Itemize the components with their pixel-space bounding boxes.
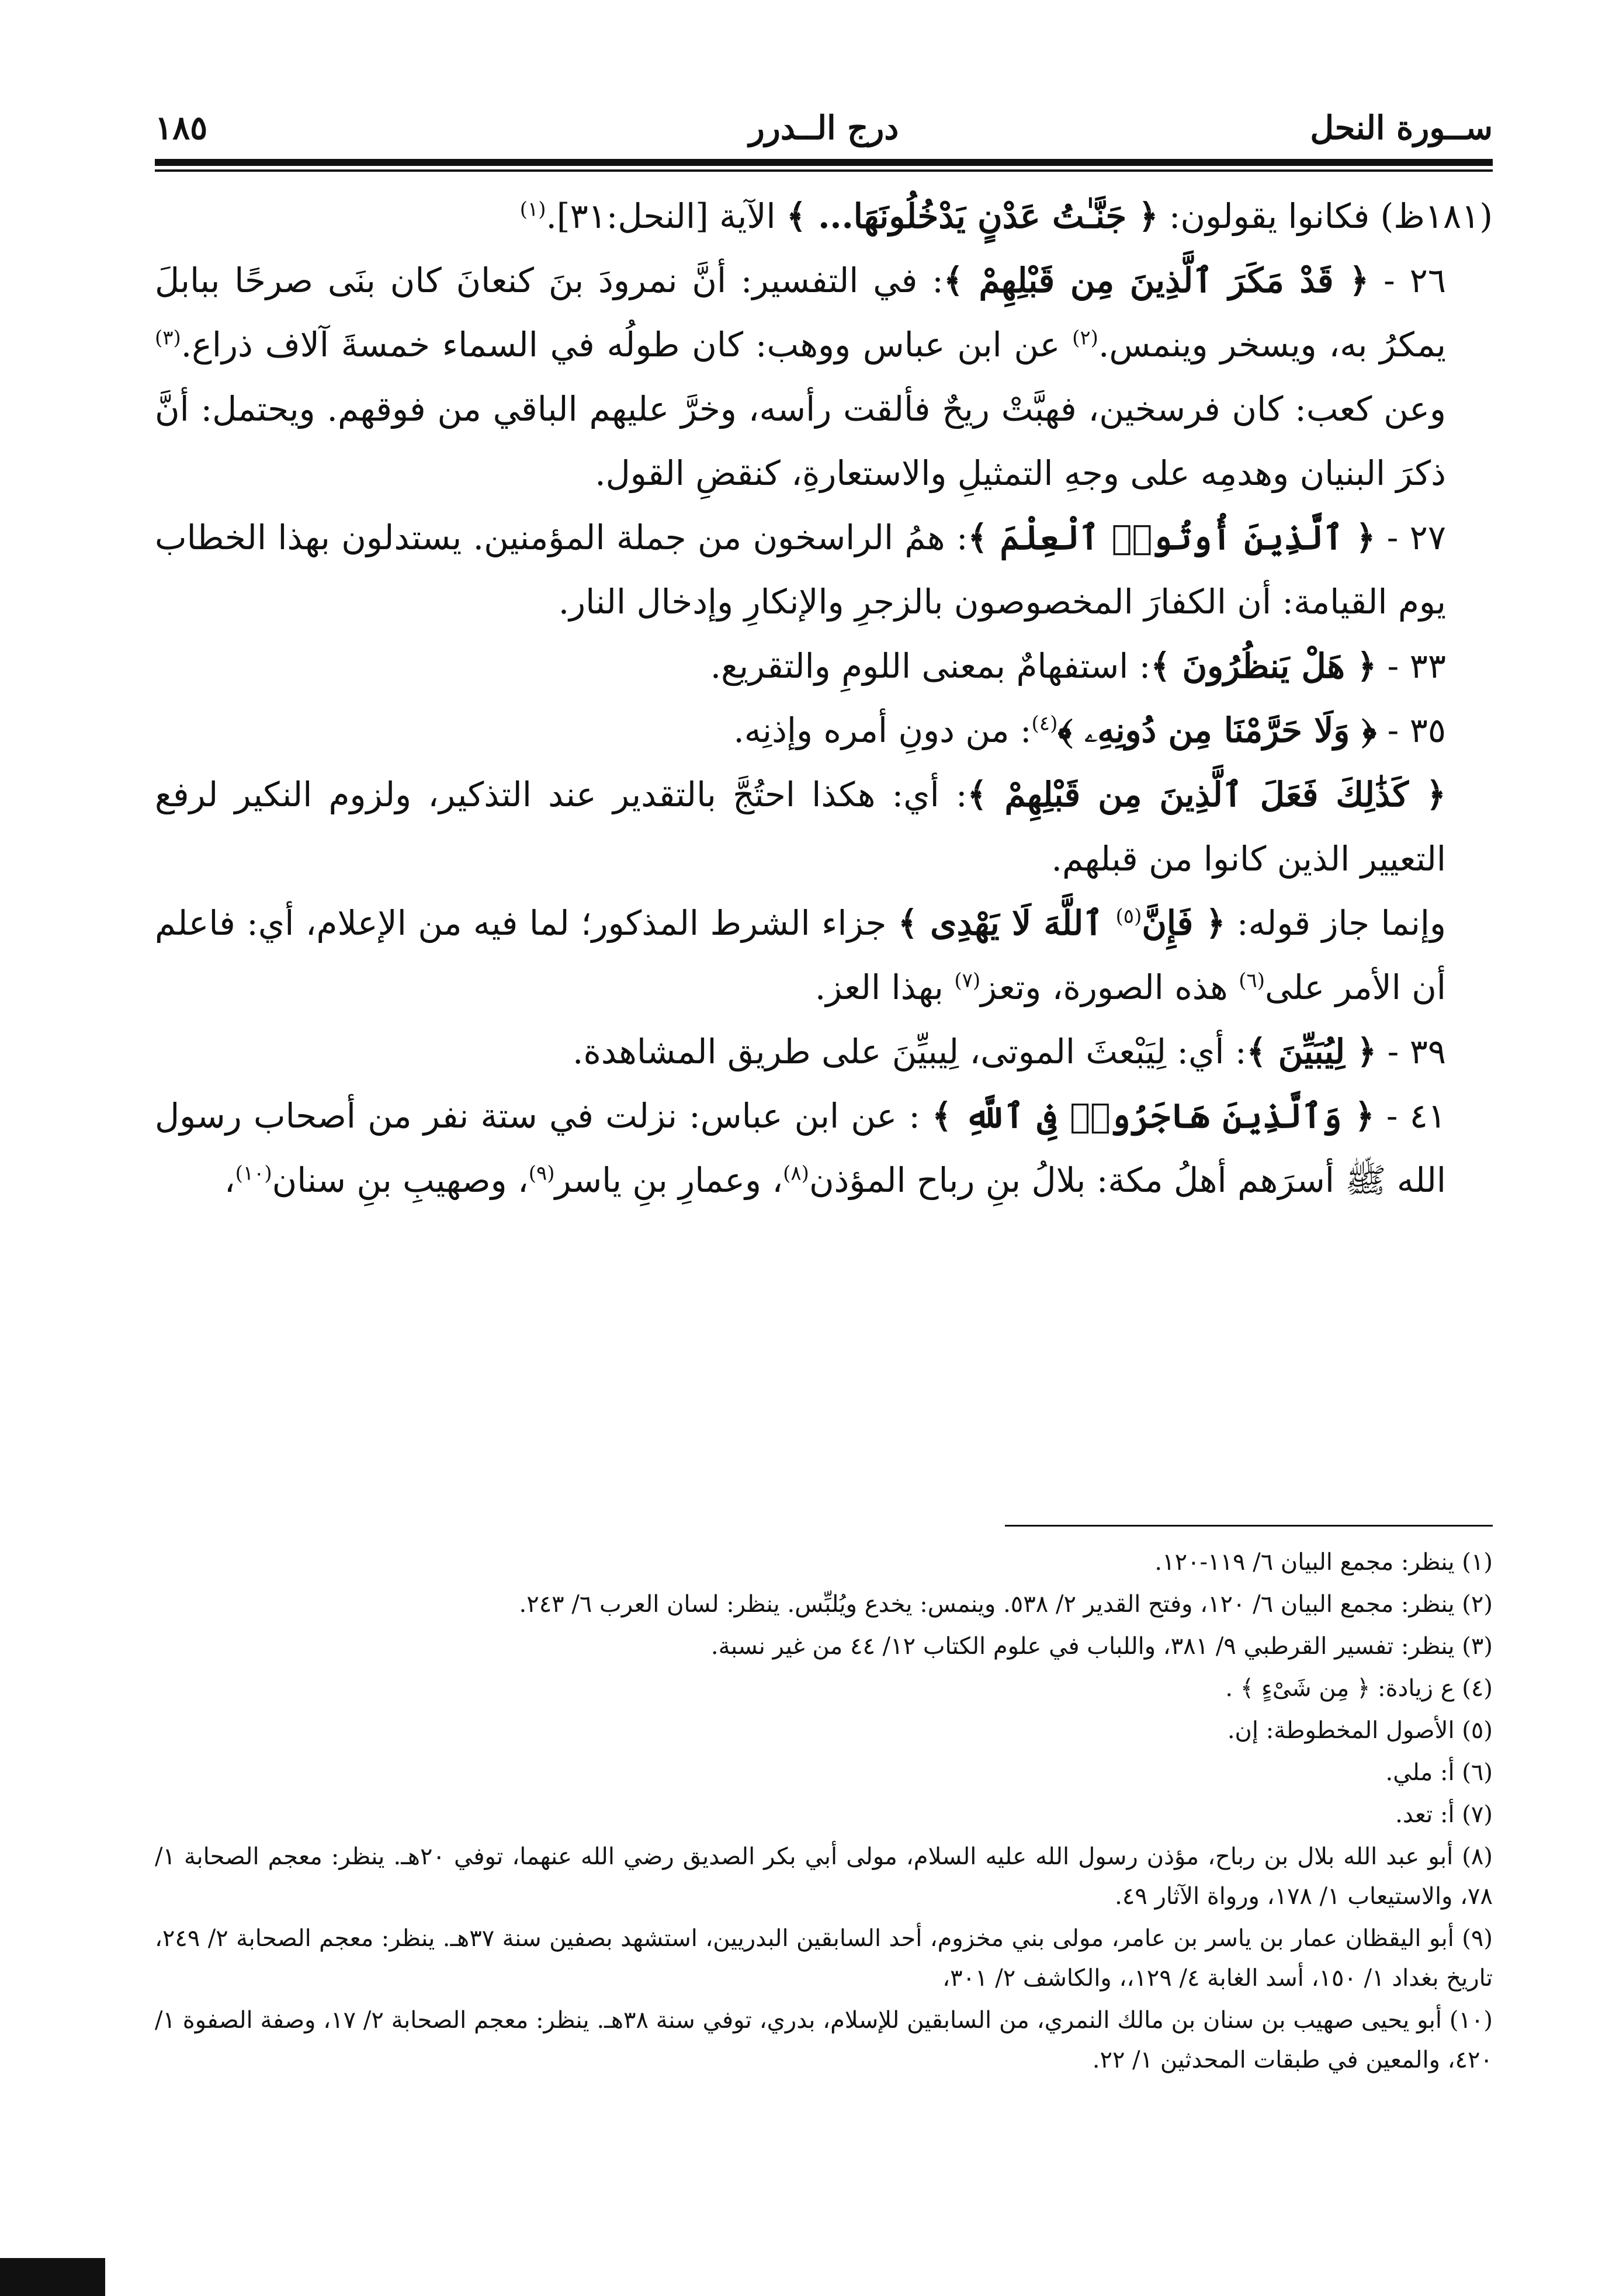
quran-quote: ﴿ لِيُبَيِّنَ ﴾ bbox=[1246, 1032, 1377, 1071]
footnote: (٦) أ: ملي. bbox=[1385, 1759, 1493, 1786]
text-run: : من دونِ أمره وإذنِه. bbox=[733, 710, 1032, 750]
footnote-marker: (٤) bbox=[1031, 712, 1058, 736]
text-run: وعن كعب: كان فرسخين، فهبَّتْ ريحٌ فألقت رأسه، وخرَّ عليهم الباقي من فوقهم. ويحتمل: أنَّ ذكرَ البنيان وهدمِه على وجهِ التمثيلِ والاستعارةِ، كنقضِ القول. bbox=[155, 389, 1446, 493]
text-run: (١٨١ظ) فكانوا يقولون: bbox=[1158, 196, 1493, 236]
page-header bbox=[155, 98, 1493, 162]
quran-quote: ﴿ فَإِنَّ bbox=[1142, 903, 1226, 943]
text-run: ٣٣ - bbox=[1376, 646, 1446, 686]
book-title: درج الــدرر bbox=[748, 109, 899, 147]
quran-quote: ﴿ كَذَٰلِكَ فَعَلَ ٱلَّذِينَ مِن قَبْلِهِمْ ﴾ bbox=[967, 775, 1446, 814]
footnote-marker: (١) bbox=[519, 197, 546, 221]
footnote-marker: (١٠) bbox=[235, 1161, 272, 1185]
footnote-marker: (٣) bbox=[155, 326, 181, 350]
header-rule-thick bbox=[155, 159, 1493, 166]
text-run: وإنما جاز قوله: bbox=[1225, 903, 1446, 943]
footnote-marker: (٧) bbox=[954, 969, 981, 993]
text-run: هذه الصورة، وتعز bbox=[980, 967, 1239, 1007]
text-run: ، وصهيبِ بنِ سنان bbox=[272, 1160, 529, 1200]
sura-title: ســورة النحل bbox=[1310, 109, 1493, 147]
text-run: بهذا العز. bbox=[814, 967, 955, 1007]
footnote: (٧) أ: تعد. bbox=[1395, 1801, 1493, 1828]
text-run: ٣٩ - bbox=[1376, 1032, 1446, 1071]
footnote-separator bbox=[1005, 1525, 1493, 1527]
paragraph bbox=[155, 698, 1493, 762]
main-text bbox=[155, 184, 1493, 1212]
paragraph bbox=[155, 184, 1493, 248]
quran-quote: ﴿ قَدْ مَكَرَ ٱلَّذِينَ مِن قَبْلِهِمْ ﴾ bbox=[943, 261, 1369, 300]
quran-quote: ﴿ وَلَا حَرَّمْنَا مِن دُونِهِۦ ﴾ bbox=[1057, 710, 1377, 750]
text-run: : في التفسير: أنَّ نمرودَ بنَ كنعانَ كان بنَى صرحًا ببابلَ يمكرُ به، ويسخر وينمس. bbox=[155, 261, 1446, 365]
paragraph bbox=[155, 505, 1493, 634]
footnote: (٤) ع زيادة: ﴿ مِن شَىْءٍ ﴾ . bbox=[1225, 1675, 1493, 1702]
text-run: : أي: هكذا احتُجَّ بالتقدير عند التذكير، ولزوم النكير لرفع التعيير الذين كانوا من قبلهم. bbox=[155, 775, 1446, 879]
footnote-marker: (٦) bbox=[1239, 969, 1265, 993]
text-run: عن ابن عباس ووهب: كان طولُه في السماء خمسةَ آلاف ذراع. bbox=[181, 325, 1073, 365]
header-rule-thin bbox=[155, 169, 1493, 172]
text-run: ٢٧ - bbox=[1375, 518, 1446, 557]
quran-quote: ﴿ جَنَّـٰتُ عَدْنٍ يَدْخُلُونَهَا... ﴾ bbox=[786, 196, 1159, 236]
quran-quote: ٱللَّهَ لَا يَهْدِى ﴾ bbox=[897, 903, 1116, 943]
text-run: ٤١ - bbox=[1374, 1096, 1446, 1136]
footnote: (٥) الأصول المخطوطة: إن. bbox=[1227, 1717, 1493, 1744]
text-run: : أي: لِيَبْعثَ الموتى، لِيبيِّنَ على طريق المشاهدة. bbox=[573, 1032, 1247, 1071]
text-run: : عن ابن عباس: نزلت في ستة نفر من أصحاب رسول الله ﷺ أسرَهم أهلُ مكة: بلالُ بنِ رباح المؤذن bbox=[155, 1096, 1446, 1200]
paragraph bbox=[155, 1019, 1493, 1084]
text-run: ، bbox=[224, 1160, 235, 1200]
paragraph bbox=[155, 248, 1493, 505]
footnotes bbox=[155, 1542, 1493, 2082]
footnote: (٣) ينظر: تفسير القرطبي ٩/ ٣٨١، واللباب في علوم الكتاب ١٢/ ٤٤ من غير نسبة. bbox=[710, 1633, 1493, 1660]
footnote: (١٠) أبو يحيى صهيب بن سنان بن مالك النمري، من السابقين للإسلام، بدري، توفي سنة ٣٨هـ. ينظر: معجم الصحابة ٢/ ١٧، وصفة الصفوة ١/ ٤٢٠، والمعين في طبقات المحدثين ١/ ٢٢. bbox=[155, 2007, 1493, 2073]
paragraph bbox=[155, 891, 1493, 1019]
text-run: ٣٥ - bbox=[1376, 710, 1446, 750]
text-run: الآية [النحل:٣١]. bbox=[546, 196, 787, 236]
paragraph bbox=[155, 762, 1493, 891]
quran-quote: ﴿ ٱلَّذِينَ أُوتُوا۟ ٱلْعِلْمَ ﴾ bbox=[968, 518, 1376, 557]
footnote-marker: (٩) bbox=[528, 1161, 555, 1185]
footnote-marker: (٥) bbox=[1115, 904, 1142, 928]
footnote-marker: (٢) bbox=[1072, 326, 1098, 350]
footnote-marker: (٨) bbox=[783, 1161, 809, 1185]
text-run: ، وعمارِ بنِ ياسر bbox=[554, 1160, 783, 1200]
footnote: (١) ينظر: مجمع البيان ٦/ ١١٩-١٢٠. bbox=[1154, 1549, 1493, 1576]
text-run: : استفهامٌ بمعنى اللومِ والتقريع. bbox=[710, 646, 1151, 686]
paragraph bbox=[155, 634, 1493, 698]
footnote: (٩) أبو اليقظان عمار بن ياسر بن عامر، مولى بني مخزوم، أحد السابقين البدريين، استشهد بصفين سنة ٣٧هـ. ينظر: معجم الصحابة ٢/ ٢٤٩، تاريخ بغداد ١/ ١٥٠، أسد الغابة ٤/ ١٢٩،، والكاشف ٢/ ٣٠١، bbox=[155, 1925, 1493, 1992]
text-run: ٢٦ - bbox=[1369, 261, 1446, 300]
page-number: ١٨٥ bbox=[155, 109, 208, 147]
paragraph bbox=[155, 1084, 1493, 1212]
text-run: : همُ الراسخون من جملة المؤمنين. يستدلون بهذا الخطاب يوم القيامة: أن الكفارَ المخصوصون بالزجرِ والإنكارِ وإدخال النار. bbox=[155, 518, 1446, 622]
quran-quote: ﴿ هَلْ يَنظُرُونَ ﴾ bbox=[1150, 646, 1377, 686]
quran-quote: ﴿ وَٱلَّذِينَ هَاجَرُوا۟ فِى ٱللَّهِ ﴾ bbox=[932, 1096, 1375, 1136]
footnote: (٨) أبو عبد الله بلال بن رباح، مؤذن رسول الله عليه السلام، مولى أبي بكر الصديق رضي الله عنهما، توفي ٢٠هـ. ينظر: معجم الصحابة ١/ ٧٨، والاستيعاب ١/ ١٧٨، ورواة الآثار ٤٩. bbox=[155, 1843, 1493, 1910]
footnote: (٢) ينظر: مجمع البيان ٦/ ١٢٠، وفتح القدير ٢/ ٥٣٨. وينمس: يخدع ويُلبِّس. ينظر: لسان العرب ٦/ ٢٤٣. bbox=[519, 1591, 1493, 1618]
text-run: جزاء الشرط المذكور؛ لما فيه من الإعلام، أي: فاعلم أن الأمر على bbox=[155, 903, 1446, 1007]
scan-edge-mark bbox=[0, 2258, 105, 2296]
